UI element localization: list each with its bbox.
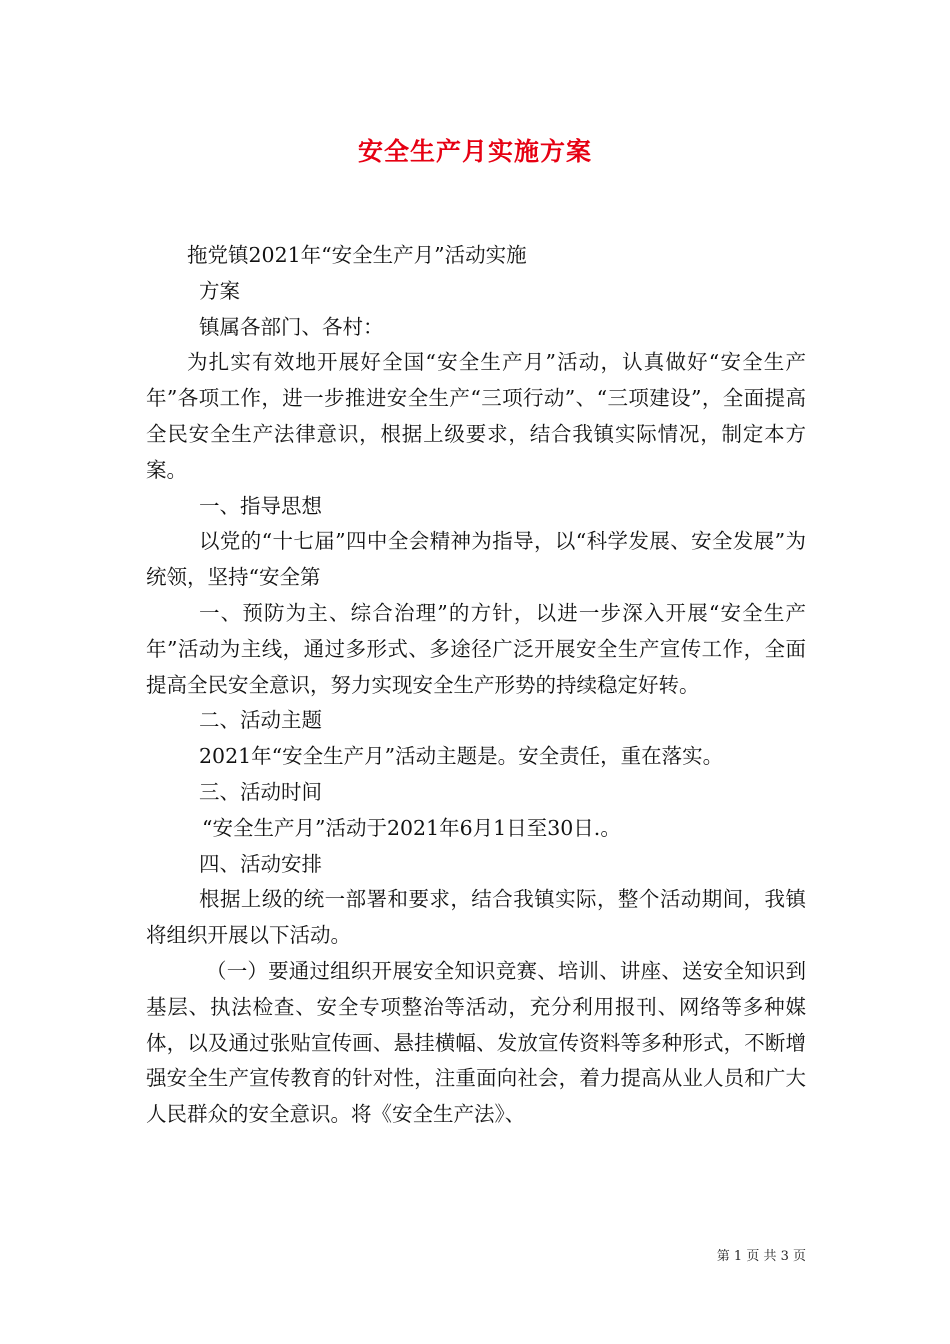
paragraph-guiding-policy: 一、预防为主、综合治理”的方针，以进一步深入开展“安全生产年”活动为主线，通过多形式、多途径广泛开展安全生产宣传工作，全面提高全民安全意识，努力实现安全生产形势的持续稳定好转。 xyxy=(146,600,806,697)
paragraph-subtitle-line1: 拖党镇2021年“安全生产月”活动实施 xyxy=(187,243,527,267)
heading-activity-arrangement: 四、活动安排 xyxy=(199,851,322,876)
paragraph-activity-arrangement: 根据上级的统一部署和要求，结合我镇实际，整个活动期间，我镇将组织开展以下活动。 xyxy=(146,887,806,948)
paragraph-guiding-ideology: 以党的“十七届”四中全会精神为指导，以“科学发展、安全发展”为统领，坚持“安全第 xyxy=(146,529,806,590)
heading-activity-theme: 二、活动主题 xyxy=(199,708,322,733)
document-body xyxy=(146,238,806,1133)
paragraph-arrangement-item-1: （一）要通过组织开展安全知识竞赛、培训、讲座、送安全知识到基层、执法检查、安全专项整治等活动，充分利用报刊、网络等多种媒体，以及通过张贴宣传画、悬挂横幅、发放宣传资料等多种形式，不断增强安全生产宣传教育的针对性，注重面向社会，着力提高从业人员和广大人民群众的安全意识。将《安全生产法》、 xyxy=(146,958,806,1127)
heading-guiding-ideology: 一、指导思想 xyxy=(199,493,322,518)
page-number: 第 1 页 共 3 页 xyxy=(716,1249,806,1264)
paragraph-addressee: 镇属各部门、各村： xyxy=(199,314,384,339)
document-title: 安全生产月实施方案 xyxy=(357,137,592,166)
paragraph-intro: 为扎实有效地开展好全国“安全生产月”活动，认真做好“安全生产年”各项工作，进一步推进安全生产“三项行动”、“三项建设”，全面提高全民安全生产法律意识，根据上级要求，结合我镇实际情况，制定本方案。 xyxy=(146,350,806,482)
heading-activity-time: 三、活动时间 xyxy=(199,779,322,804)
paragraph-subtitle-line2: 方案 xyxy=(199,278,240,303)
paragraph-activity-theme: 2021年“安全生产月”活动主题是。安全责任，重在落实。 xyxy=(199,744,724,769)
paragraph-activity-time: “安全生产月”活动于2021年6月1日至30日.。 xyxy=(202,815,621,840)
